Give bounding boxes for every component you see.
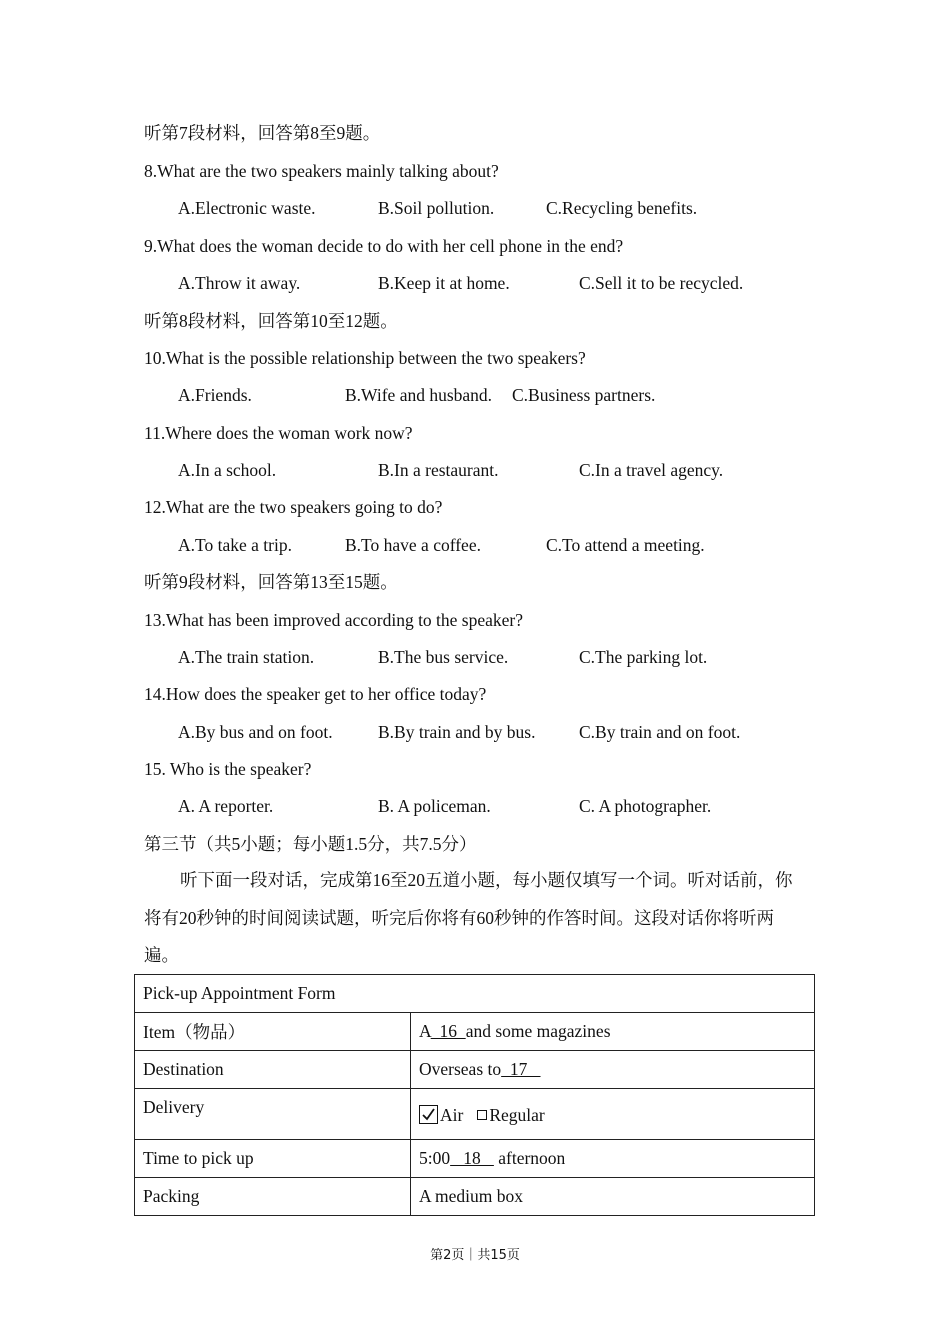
- item-prefix: A: [419, 1021, 431, 1041]
- instructions-paragraph: [144, 862, 804, 975]
- section-heading-8: 听第8段材料，回答第10至12题。: [144, 311, 398, 331]
- item-value: [411, 1013, 815, 1051]
- destination-value: [411, 1051, 815, 1089]
- item-suffix: and some magazines: [465, 1021, 611, 1041]
- q13-option-b: B.The bus service.: [378, 647, 509, 667]
- q9-option-a: A.Throw it away.: [178, 273, 301, 293]
- section-heading-9: 听第9段材料，回答第13至15题。: [144, 572, 398, 592]
- item-label: Item（物品）: [135, 1013, 411, 1051]
- q14-option-c: C.By train and on foot.: [579, 722, 741, 742]
- q15-option-b: B. A policeman.: [378, 796, 491, 816]
- blank-16[interactable]: 16: [430, 1021, 466, 1041]
- question-9: 9.What does the woman decide to do with her cell phone in the end?: [144, 236, 624, 256]
- q12-option-c: C.To attend a meeting.: [546, 535, 705, 555]
- q12-option-b: B.To have a coffee.: [345, 535, 481, 555]
- q12-option-a: A.To take a trip.: [178, 535, 292, 555]
- q9-option-c: C.Sell it to be recycled.: [579, 273, 744, 293]
- question-13: 13.What has been improved according to the speaker?: [144, 610, 524, 630]
- time-suffix: afternoon: [493, 1148, 566, 1168]
- blank-17[interactable]: 17: [501, 1059, 541, 1079]
- delivery-value: [411, 1089, 815, 1140]
- page-footer: 第2页｜共15页: [430, 1248, 520, 1263]
- q11-option-c: C.In a travel agency.: [579, 460, 724, 480]
- question-15: 15. Who is the speaker?: [144, 759, 312, 779]
- q15-option-c: C. A photographer.: [579, 796, 712, 816]
- q14-option-b: B.By train and by bus.: [378, 722, 536, 742]
- air-checkbox-checked-icon[interactable]: [419, 1105, 438, 1124]
- q8-option-a: A.Electronic waste.: [178, 198, 316, 218]
- q10-option-b: B.Wife and husband.: [345, 385, 493, 405]
- regular-option-label: Regular: [489, 1105, 545, 1125]
- question-8: 8.What are the two speakers mainly talking about?: [144, 161, 499, 181]
- q14-option-a: A.By bus and on foot.: [178, 722, 333, 742]
- q15-option-a: A. A reporter.: [178, 796, 274, 816]
- section-heading-7: 听第7段材料，回答第8至9题。: [144, 123, 381, 143]
- q9-option-b: B.Keep it at home.: [378, 273, 510, 293]
- q13-option-a: A.The train station.: [178, 647, 315, 667]
- time-label: Time to pick up: [135, 1140, 411, 1178]
- destination-label: Destination: [135, 1051, 411, 1089]
- pickup-form-table: [134, 974, 815, 1216]
- q13-option-c: C.The parking lot.: [579, 647, 708, 667]
- q8-option-b: B.Soil pollution.: [378, 198, 495, 218]
- question-14: 14.How does the speaker get to her office today?: [144, 684, 487, 704]
- air-option-label: Air: [440, 1105, 464, 1125]
- packing-label: Packing: [135, 1178, 411, 1216]
- question-10: 10.What is the possible relationship between the two speakers?: [144, 348, 586, 368]
- delivery-label: Delivery: [135, 1089, 411, 1140]
- part-three-heading: 第三节（共5小题；每小题1.5分，共7.5分）: [144, 834, 477, 854]
- blank-18[interactable]: 18: [450, 1148, 494, 1168]
- destination-prefix: Overseas to: [419, 1059, 502, 1079]
- form-title: Pick-up Appointment Form: [135, 975, 815, 1013]
- question-11: 11.Where does the woman work now?: [144, 423, 413, 443]
- time-value: [411, 1140, 815, 1178]
- question-12: 12.What are the two speakers going to do?: [144, 497, 443, 517]
- q11-option-b: B.In a restaurant.: [378, 460, 499, 480]
- q8-option-c: C.Recycling benefits.: [546, 198, 698, 218]
- time-prefix: 5:00: [419, 1148, 451, 1168]
- regular-checkbox-icon[interactable]: [477, 1110, 487, 1120]
- q11-option-a: A.In a school.: [178, 460, 277, 480]
- q10-option-a: A.Friends.: [178, 385, 252, 405]
- q10-option-c: C.Business partners.: [512, 385, 656, 405]
- instructions-text: 听下面一段对话，完成第16至20五道小题，每小题仅填写一个词。听对话前，你将有20秒钟的时间阅读试题，听完后你将有60秒钟的作答时间。这段对话你将听两遍。: [144, 870, 793, 965]
- packing-value: A medium box: [411, 1178, 815, 1216]
